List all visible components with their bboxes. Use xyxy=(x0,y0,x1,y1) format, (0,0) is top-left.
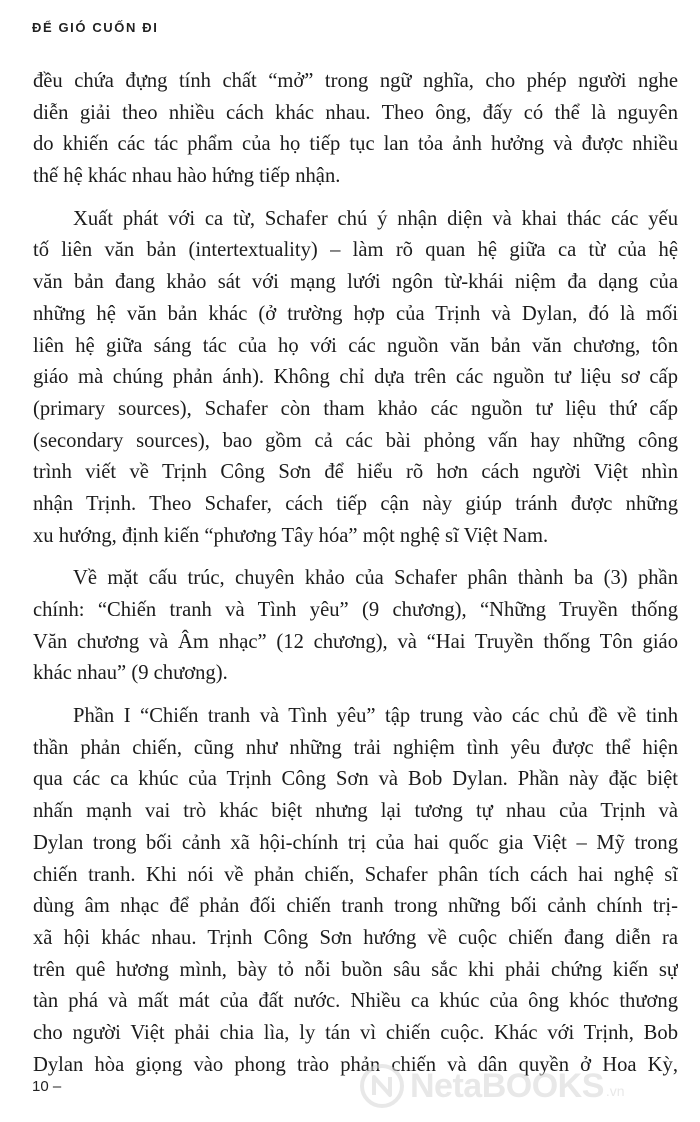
text-line: qua các ca khúc của Trịnh Công Sơn và Bob Dylan. Phần này đặc biệt xyxy=(33,768,678,791)
text-line: giáo mà chúng phản ánh). Không chỉ dựa trên các nguồn tư liệu sơ cấp xyxy=(33,366,678,389)
text-line: liên hệ giữa sáng tác của họ với các nguồn văn bản văn chương, tôn xyxy=(33,334,678,357)
text-line: Dylan trong bối cảnh xã hội-chính trị của hai quốc gia Việt – Mỹ trong xyxy=(33,831,678,854)
text-line: nhấn mạnh vai trò khác biệt nhưng lại tương tự nhau của Trịnh và xyxy=(33,800,678,823)
text-line: cho người Việt phải chia lìa, ly tán vì chiến cuộc. Khác với Trịnh, Bob xyxy=(33,1021,678,1044)
text-line: (primary sources), Schafer còn tham khảo các nguồn tư liệu thứ cấp xyxy=(33,397,678,420)
text-line: văn bản đang khảo sát với mạng lưới ngôn từ-khái niệm đa dạng của xyxy=(33,271,678,294)
text-line: Văn chương và Âm nhạc” (12 chương), và “Hai Truyền thống Tôn giáo xyxy=(33,630,678,653)
text-line: những hệ văn bản khác (ở trường hợp của Trịnh và Dylan, đó là mối xyxy=(33,302,678,325)
text-line: Về mặt cấu trúc, chuyên khảo của Schafer phân thành ba (3) phần xyxy=(73,567,678,590)
text-line: Xuất phát với ca từ, Schafer chú ý nhận diện và khai thác các yếu xyxy=(73,207,678,230)
text-line: Dylan hòa giọng vào phong trào phản chiến và dân quyền ở Hoa Kỳ, xyxy=(33,1053,678,1076)
body-text xyxy=(33,66,678,1081)
paragraph-1 xyxy=(33,66,678,193)
text-line: xã hội khác nhau. Trịnh Công Sơn hướng về cuộc chiến đang diễn ra xyxy=(33,926,678,949)
text-line: khác nhau” (9 chương). xyxy=(33,662,228,685)
text-line: thế hệ khác nhau hào hứng tiếp nhận. xyxy=(33,165,341,188)
paragraph-3 xyxy=(33,563,678,690)
text-line: tố liên văn bản (intertextuality) – làm rõ quan hệ giữa ca từ của hệ xyxy=(33,239,678,262)
text-line: (secondary sources), bao gồm cả các bài phỏng vấn hay những công xyxy=(33,429,678,452)
text-line: thần phản chiến, cũng như những trải nghiệm tình yêu được thể hiện xyxy=(33,736,678,759)
running-head: ĐỂ GIÓ CUỐN ĐI xyxy=(32,20,159,35)
text-line: trình viết về Trịnh Công Sơn để hiểu rõ hơn cách người Việt nhìn xyxy=(33,461,678,484)
paragraph-2 xyxy=(33,204,678,553)
text-line: nhận Trịnh. Theo Schafer, cách tiếp cận này giúp tránh được những xyxy=(33,492,678,515)
text-line: do khiến các tác phẩm của họ tiếp tục lan tỏa ảnh hưởng và được nhiều xyxy=(33,133,678,156)
text-line: chiến tranh. Khi nói về phản chiến, Schafer phân tích cách hai nghệ sĩ xyxy=(33,863,678,886)
text-line: trên quê hương mình, bày tỏ nỗi buồn sâu sắc khi phải chứng kiến sự xyxy=(33,958,678,981)
text-line: tàn phá và mất mát của đất nước. Nhiều ca khúc của ông khóc thương xyxy=(33,990,678,1013)
text-line: diễn giải theo nhiều cách khác nhau. Theo ông, đấy có thể là nguyên xyxy=(33,101,678,124)
paragraph-4 xyxy=(33,701,678,1081)
page-number: 10 – xyxy=(32,1078,62,1095)
netabooks-logo-icon xyxy=(360,1064,404,1108)
watermark-suffix: .vn xyxy=(605,1083,625,1099)
text-line: đều chứa đựng tính chất “mở” trong ngữ nghĩa, cho phép người nghe xyxy=(33,70,678,92)
watermark xyxy=(360,1063,690,1109)
text-line: dùng âm nhạc để phản đối chiến tranh trong những bối cảnh chính trị- xyxy=(33,895,678,918)
text-line: chính: “Chiến tranh và Tình yêu” (9 chương), “Những Truyền thống xyxy=(33,599,678,622)
watermark-brand: NetaBOOKS xyxy=(410,1066,604,1105)
text-line: Phần I “Chiến tranh và Tình yêu” tập trung vào các chủ đề về tinh xyxy=(73,705,678,728)
text-line: xu hướng, định kiến “phương Tây hóa” một nghệ sĩ Việt Nam. xyxy=(33,524,549,547)
